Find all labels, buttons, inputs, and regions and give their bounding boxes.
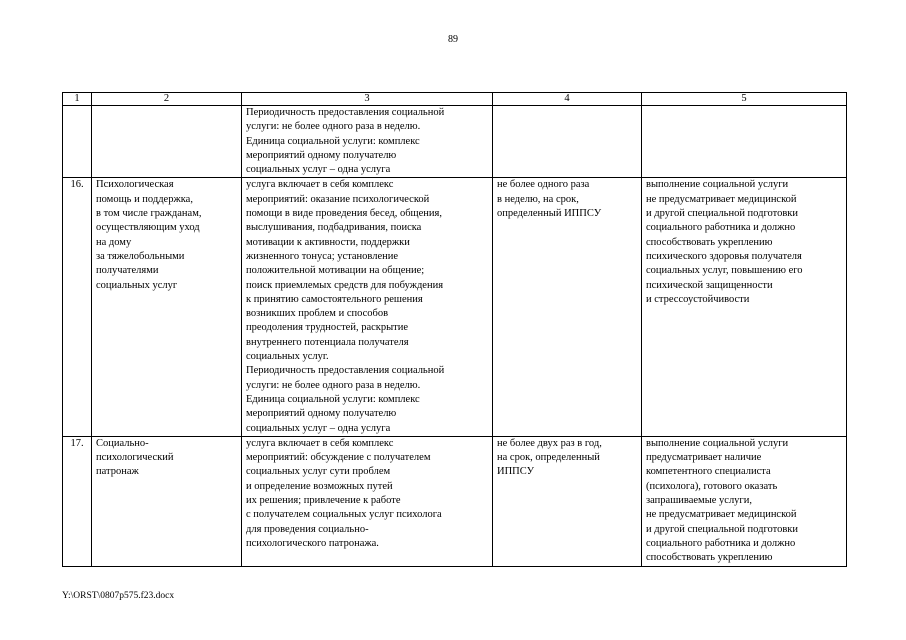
- text-line: и определение возможных путей: [246, 480, 393, 492]
- text-line: предусматривает наличие: [646, 452, 762, 464]
- text-line: на срок, определенный: [497, 452, 600, 464]
- text-line: с получателем социальных услуг психолога: [246, 509, 442, 521]
- text-line: помощи в виде проведения бесед, общения,: [246, 208, 442, 220]
- text-line: и другой специальной подготовки: [646, 523, 799, 535]
- table-body: [63, 106, 847, 567]
- text-line: (психолога), готового оказать: [646, 480, 778, 492]
- text-line: поиск приемлемых средств для побуждения: [246, 279, 444, 291]
- table-row: [63, 178, 847, 436]
- text-line: социальных услуг.: [246, 351, 329, 363]
- text-line: не более одного раза: [497, 179, 590, 191]
- text-line: на дому: [96, 236, 132, 248]
- row-number-cell: 17.: [63, 436, 92, 566]
- text-line: Периодичность предоставления социальной: [246, 365, 445, 377]
- text-line: выслушивания, подбадривания, поиска: [246, 222, 422, 234]
- conditions-cell: [642, 178, 847, 436]
- text-line: ИППСУ: [497, 466, 535, 478]
- text-line: социального работника и должно: [646, 222, 796, 234]
- text-line: способствовать укреплению: [646, 236, 773, 248]
- header-col-2: 2: [92, 93, 242, 106]
- services-table: [62, 92, 847, 567]
- text-line: психического здоровья получателя: [646, 250, 802, 262]
- service-content-cell: [242, 436, 493, 566]
- text-line: психологический: [96, 452, 174, 464]
- header-col-5: 5: [642, 93, 847, 106]
- text-line: и другой специальной подготовки: [646, 208, 799, 220]
- text-line: Единица социальной услуги: комплекс: [246, 393, 420, 405]
- text-line: жизненного тонуса; установление: [246, 250, 399, 262]
- text-line: осуществляющим уход: [96, 222, 200, 234]
- text-line: услуги: не более одного раза в неделю.: [246, 121, 421, 133]
- text-line: в неделю, на срок,: [497, 193, 579, 205]
- text-line: помощь и поддержка,: [96, 193, 193, 205]
- text-line: в том числе гражданам,: [96, 208, 202, 220]
- service-name-cell: [92, 436, 242, 566]
- text-line: и стрессоустойчивости: [646, 293, 750, 305]
- text-line: психической защищенности: [646, 279, 773, 291]
- text-line: не предусматривает медицинской: [646, 509, 797, 521]
- text-line: мероприятий: оказание психологической: [246, 193, 430, 205]
- text-line: к принятию самостоятельного решения: [246, 293, 423, 305]
- text-line: компетентного специалиста: [646, 466, 771, 478]
- text-line: социальных услуг – одна услуга: [246, 422, 391, 434]
- row-number-cell: [63, 106, 92, 178]
- frequency-cell: [493, 178, 642, 436]
- text-line: преодоления трудностей, раскрытие: [246, 322, 409, 334]
- text-line: не предусматривает медицинской: [646, 193, 797, 205]
- text-line: услуги: не более одного раза в неделю.: [246, 379, 421, 391]
- text-line: услуга включает в себя комплекс: [246, 179, 394, 191]
- text-line: социальных услуг, повышению его: [646, 265, 803, 277]
- text-line: психологического патронажа.: [246, 537, 379, 549]
- text-line: социальных услуг – одна услуга: [246, 164, 391, 176]
- text-line: Единица социальной услуги: комплекс: [246, 135, 420, 147]
- table-row: [63, 436, 847, 566]
- conditions-cell: [642, 106, 847, 178]
- text-line: услуга включает в себя комплекс: [246, 437, 394, 449]
- text-line: не более двух раз в год,: [497, 437, 602, 449]
- text-line: запрашиваемые услуги,: [646, 495, 752, 507]
- row-number-cell: 16.: [63, 178, 92, 436]
- text-line: за тяжелобольными: [96, 250, 185, 262]
- table-row: [63, 106, 847, 178]
- text-line: Периодичность предоставления социальной: [246, 107, 445, 118]
- service-content-cell: [242, 106, 493, 178]
- service-name-cell: [92, 106, 242, 178]
- page-number: 89: [448, 34, 458, 45]
- frequency-cell: [493, 106, 642, 178]
- text-line: мероприятий одному получателю: [246, 149, 397, 161]
- text-line: мероприятий: обсуждение с получателем: [246, 452, 431, 464]
- text-line: способствовать укреплению: [646, 552, 773, 564]
- text-line: возникших проблем и способов: [246, 308, 389, 320]
- text-line: получателями: [96, 265, 159, 277]
- text-line: социальных услуг: [96, 279, 178, 291]
- frequency-cell: [493, 436, 642, 566]
- text-line: Психологическая: [96, 179, 174, 191]
- text-line: мероприятий одному получателю: [246, 408, 397, 420]
- header-col-1: 1: [63, 93, 92, 106]
- text-line: патронаж: [96, 466, 139, 478]
- service-name-cell: [92, 178, 242, 436]
- text-line: для проведения социально-: [246, 523, 369, 535]
- text-line: социальных услуг сути проблем: [246, 466, 391, 478]
- text-line: социального работника и должно: [646, 537, 796, 549]
- text-line: выполнение социальной услуги: [646, 437, 789, 449]
- text-line: положительной мотивации на общение;: [246, 265, 425, 277]
- service-content-cell: [242, 178, 493, 436]
- table-header-row: [63, 93, 847, 106]
- header-col-4: 4: [493, 93, 642, 106]
- text-line: их решения; привлечение к работе: [246, 495, 401, 507]
- text-line: Социально-: [96, 437, 149, 449]
- conditions-cell: [642, 436, 847, 566]
- file-path-footer: Y:\ORST\0807p575.f23.docx: [62, 591, 175, 601]
- text-line: выполнение социальной услуги: [646, 179, 789, 191]
- text-line: внутреннего потенциала получателя: [246, 336, 409, 348]
- text-line: определенный ИППСУ: [497, 208, 602, 220]
- header-col-3: 3: [242, 93, 493, 106]
- text-line: мотивации к активности, поддержки: [246, 236, 410, 248]
